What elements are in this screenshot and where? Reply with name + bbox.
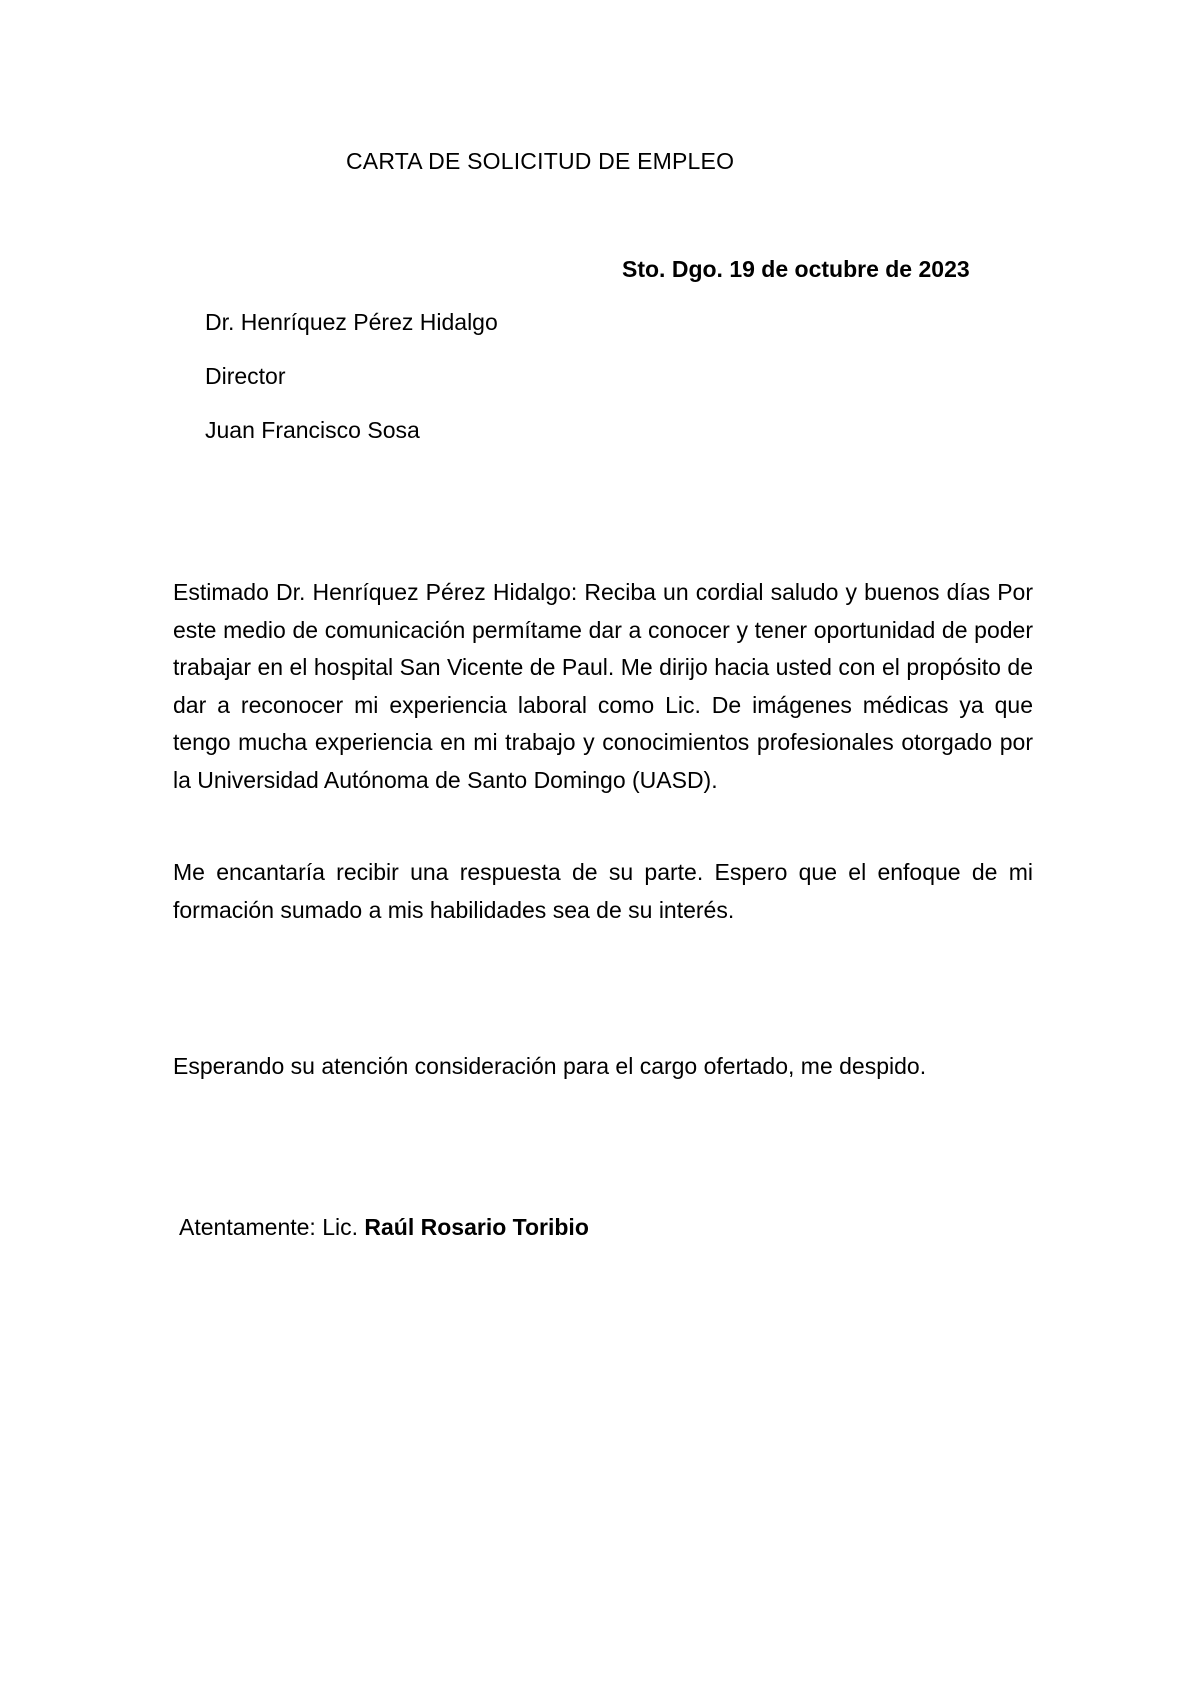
body-paragraph-1: Estimado Dr. Henríquez Pérez Hidalgo: Reciba un cordial saludo y buenos días Por este medio de comunicación permítame dar a conocer y tener oportunidad de poder trabajar en el hospital San Vicente de Paul. Me dirijo hacia usted con el propósito de dar a reconocer mi experiencia laboral como Lic. De imágenes médicas ya que tengo mucha experiencia en mi trabajo y conocimientos profesionales otorgado por la Universidad Autónoma de Santo Domingo (UASD). [173, 579, 1033, 793]
signoff [179, 1214, 589, 1241]
signoff-name: Raúl Rosario Toribio [364, 1214, 589, 1240]
recipient-institution: Juan Francisco Sosa [205, 417, 420, 443]
recipient-name: Dr. Henríquez Pérez Hidalgo [205, 309, 498, 335]
recipient-position: Director [205, 363, 286, 389]
letter-date: Sto. Dgo. 19 de octubre de 2023 [622, 256, 970, 282]
closing-line: Esperando su atención consideración para el cargo ofertado, me despido. [173, 1053, 927, 1079]
body-paragraph-2: Me encantaría recibir una respuesta de su parte. Espero que el enfoque de mi formación sumado a mis habilidades sea de su interés. [173, 859, 1033, 923]
signoff-prefix: Atentamente: Lic. [179, 1214, 358, 1240]
letter-title: CARTA DE SOLICITUD DE EMPLEO [346, 148, 735, 174]
